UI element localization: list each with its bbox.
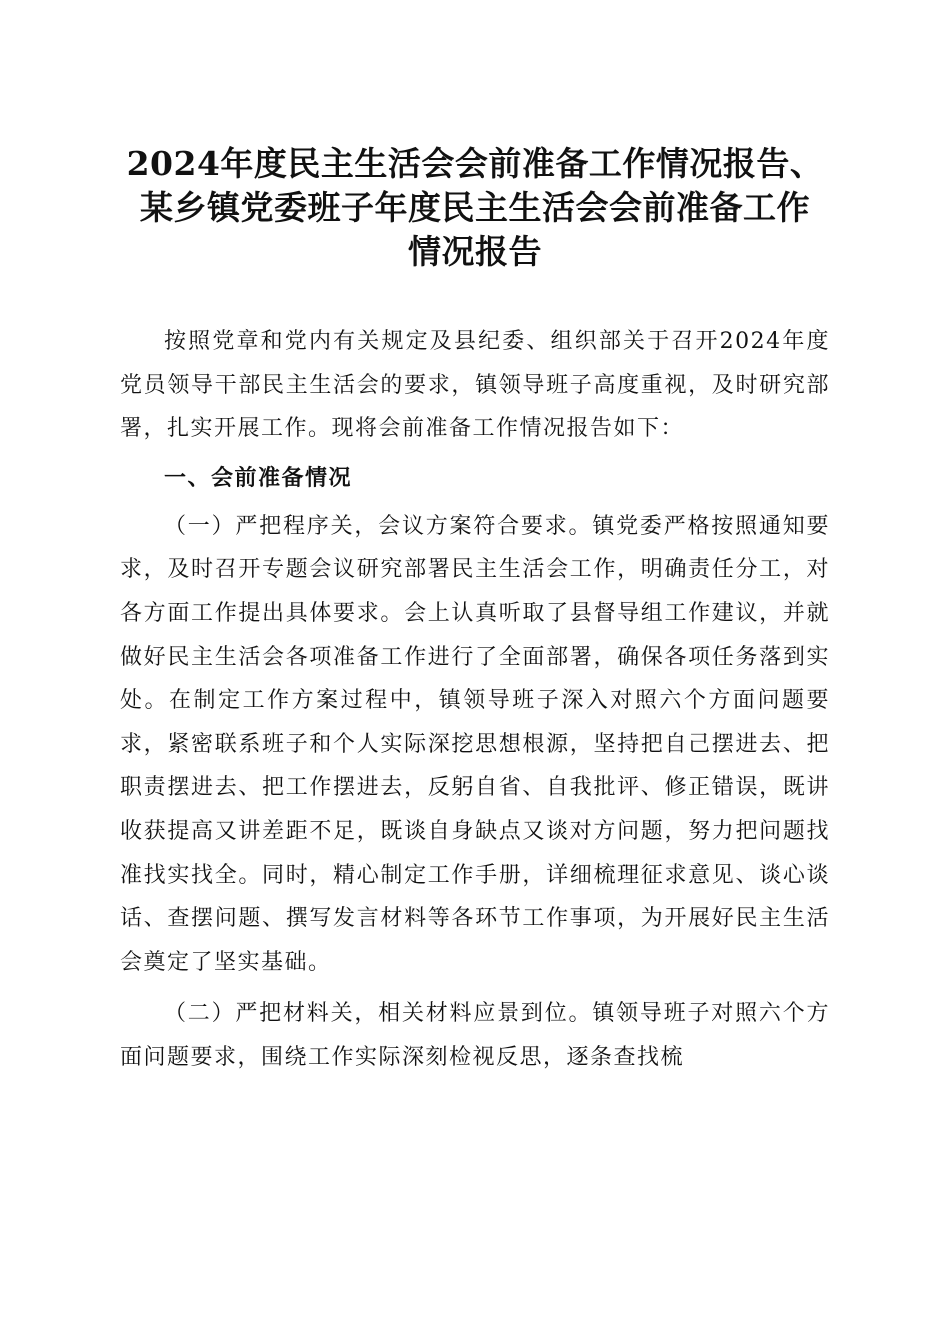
title-line-3: 情况报告	[408, 232, 542, 271]
title-line-1: 2024年度民主生活会会前准备工作情况报告、	[126, 144, 824, 183]
item-body-1: 镇党委严格按照通知要求，及时召开专题会议研究部署民主生活会工作，明确责任分工，对各方面工作提出具体要求。会上认真听取了县督导组工作建议，并就做好民主生活会各项准备工作进行了全面部署，确保各项任务落到实处。在制定工作方案过程中，镇领导班子深入对照六个方面问题要求，紧密联系班子和个人实际深挖思想根源，坚持把自己摆进去、把职责摆进去、把工作摆进去，反躬自省、自我批评、修正错误，既讲收获提高又讲差距不足，既谈自身缺点又谈对方问题，努力把问题找准找实找全。同时，精心制定工作手册，详细梳理征求意见、谈心谈话、查摆问题、撰写发言材料等各环节工作事项，为开展好民主生活会奠定了坚实基础。	[120, 513, 830, 975]
item-lead-2: （二）严把材料关，相关材料应景到位。	[164, 1001, 593, 1027]
document-body	[120, 320, 830, 1088]
document-title	[110, 142, 840, 274]
intro-paragraph: 按照党章和党内有关规定及县纪委、组织部关于召开2024年度党员领导干部民主生活会的要求，镇领导班子高度重视，及时研究部署，扎实开展工作。现将会前准备工作情况报告如下：	[120, 329, 830, 442]
item-paragraph-2	[120, 992, 830, 1079]
item-lead-1: （一）严把程序关，会议方案符合要求。	[164, 513, 593, 539]
title-line-2: 某乡镇党委班子年度民主生活会会前准备工作	[140, 188, 810, 227]
item-body-2: 镇领导班子对照六个方面问题要求，围绕工作实际深刻检视反思，逐条查找梳	[120, 1001, 830, 1070]
section-heading-1: 一、会前准备情况	[164, 465, 353, 491]
item-paragraph-1	[120, 505, 830, 985]
